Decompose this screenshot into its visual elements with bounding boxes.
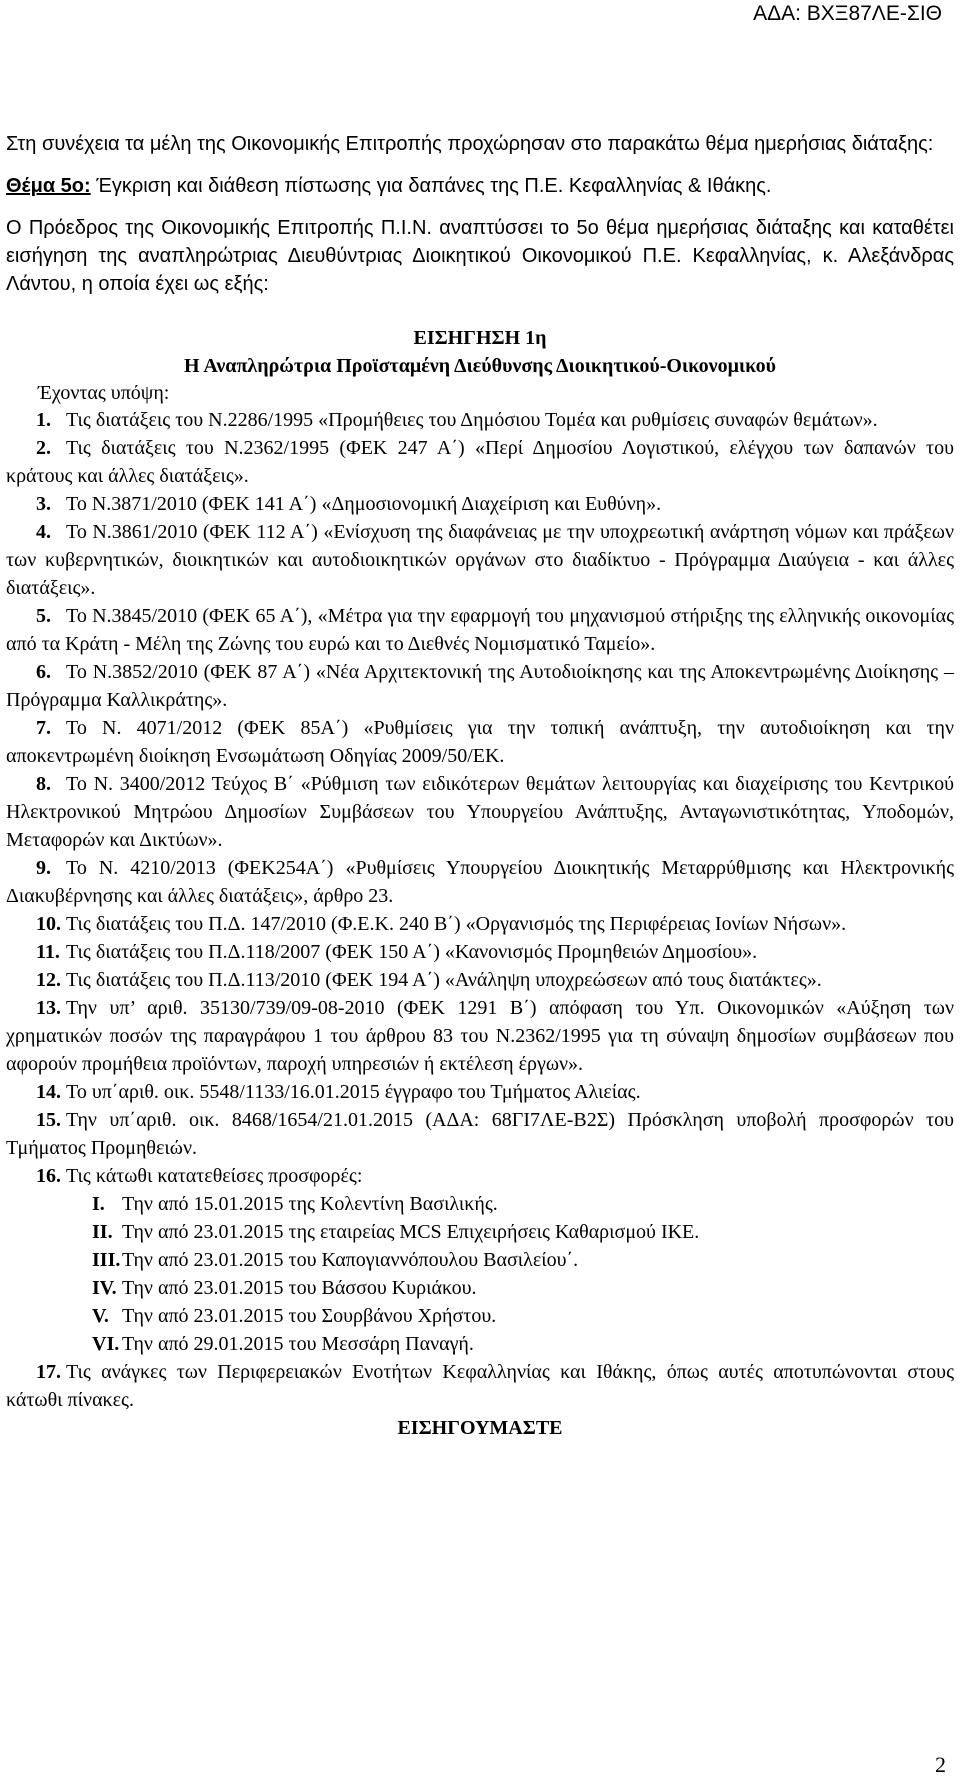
offer-text: Την από 29.01.2015 του Μεσσάρη Παναγή. — [122, 1333, 474, 1355]
list-item — [6, 518, 954, 602]
list-item-number: 14. — [36, 1081, 61, 1103]
offer-item — [92, 1218, 954, 1246]
offer-text: Την από 23.01.2015 της εταιρείας MCS Επιχειρήσεις Καθαρισμού ΙΚΕ. — [122, 1221, 700, 1243]
list-item — [6, 658, 954, 714]
list-item-text: Το Ν.3852/2010 (ΦΕΚ 87 Α΄) «Νέα Αρχιτεκτονική της Αυτοδιοίκησης και της Αποκεντρωμένης Διοίκησης – Πρόγραμμα Καλλικράτης». — [6, 661, 954, 711]
list-item — [6, 1106, 954, 1162]
list-item-number: 15. — [36, 1109, 61, 1131]
topic-label: Θέμα 5ο: — [6, 175, 91, 197]
offer-number: V. — [92, 1305, 109, 1327]
offer-item — [92, 1246, 954, 1274]
offer-number: I. — [92, 1193, 105, 1215]
report-title: ΕΙΣΗΓΗΣΗ 1η — [413, 327, 547, 349]
list-item-number: 2. — [36, 437, 51, 459]
list-item-number: 7. — [36, 717, 51, 739]
list-item-number: 11. — [36, 941, 60, 963]
list-item-text: Το Ν. 4071/2012 (ΦΕΚ 85Α΄) «Ρυθμίσεις για την τοπική ανάπτυξη, την αυτοδιοίκηση και την αποκεντρωμένη διοίκηση Ενσωμάτωση Οδηγίας 2009/50/ΕΚ. — [6, 717, 954, 767]
list-item — [6, 1162, 954, 1190]
offer-item — [92, 1330, 954, 1358]
offer-item — [92, 1274, 954, 1302]
offer-text: Την από 23.01.2015 του Βάσσου Κυριάκου. — [122, 1277, 477, 1299]
list-item-text: Το υπ΄αριθ. οικ. 5548/1133/16.01.2015 έγγραφο του Τμήματος Αλιείας. — [66, 1081, 641, 1103]
list-item-number: 3. — [36, 493, 51, 515]
list-item-text: Τις ανάγκες των Περιφερειακών Ενοτήτων Κεφαλληνίας και Ιθάκης, όπως αυτές αποτυπώνονται στους κάτωθι πίνακες. — [6, 1361, 954, 1411]
list-item — [6, 910, 954, 938]
list-item-text: Τις διατάξεις του Π.Δ.118/2007 (ΦΕΚ 150 Α΄) «Κανονισμός Προμηθειών Δημοσίου». — [66, 941, 758, 963]
list-item-text: Το Ν. 4210/2013 (ΦΕΚ254Α΄) «Ρυθμίσεις Υπουργείου Διοικητικής Μεταρρύθμισης και Ηλεκτρονικής Διακυβέρνησης και άλλες διατάξεις», άρθρο 23. — [6, 857, 954, 907]
list-item-text: Το Ν.3861/2010 (ΦΕΚ 112 Α΄) «Ενίσχυση της διαφάνειας με την υποχρεωτική ανάρτηση νόμων και πράξεων των κυβερνητικών, διοικητικών και αυτοδιοικητικών οργάνων στο διαδίκτυο - Πρόγραμμα Διαύγεια - και άλλες διατάξεις». — [6, 521, 954, 599]
offer-number: VI. — [92, 1333, 120, 1355]
list-item-number: 17. — [36, 1361, 61, 1383]
offer-item — [92, 1190, 954, 1218]
list-item-number: 5. — [36, 605, 51, 627]
page-number: 2 — [935, 1752, 946, 1777]
list-item — [6, 966, 954, 994]
document-body — [6, 130, 954, 1442]
offer-number: II. — [92, 1221, 113, 1243]
offer-text: Την από 15.01.2015 της Κολεντίνη Βασιλικής. — [122, 1193, 498, 1215]
having-label: Έχοντας υπόψη: — [38, 382, 170, 404]
list-item-text: Τις διατάξεις του Ν.2362/1995 (ΦΕΚ 247 Α΄) «Περί Δημοσίου Λογιστικού, ελέγχου των δαπανών του κράτους και άλλες διατάξεις». — [6, 437, 954, 487]
list-item — [6, 854, 954, 910]
list-item — [6, 434, 954, 490]
list-item-number: 13. — [36, 997, 61, 1019]
list-item — [6, 406, 954, 434]
topic-line — [6, 172, 954, 200]
offer-text: Την από 23.01.2015 του Καπογιαννόπουλου Βασιλείου΄. — [122, 1249, 579, 1271]
list-item-number: 9. — [36, 857, 51, 879]
list-item-17 — [6, 1358, 954, 1414]
list-item — [6, 770, 954, 854]
list-item-number: 1. — [36, 409, 51, 431]
offer-number: IV. — [92, 1277, 117, 1299]
list-item-number: 10. — [36, 913, 61, 935]
list-item-text: Τις διατάξεις του Π.Δ. 147/2010 (Φ.Ε.Κ. 240 Β΄) «Οργανισμός της Περιφέρειας Ιονίων Νήσων». — [66, 913, 847, 935]
list-item — [6, 602, 954, 658]
list-item-number: 4. — [36, 521, 51, 543]
list-item-number: 8. — [36, 773, 51, 795]
list-item-text: Το Ν.3845/2010 (ΦΕΚ 65 Α΄), «Μέτρα για την εφαρμογή του μηχανισμού στήριξης της ελληνικής οικονομίας από τα Κράτη - Μέλη της Ζώνης του ευρώ και το Διεθνές Νομισματικό Ταμείο». — [6, 605, 954, 655]
list-item — [6, 714, 954, 770]
list-item-text: Το Ν.3871/2010 (ΦΕΚ 141 Α΄) «Δημοσιονομική Διαχείριση και Ευθύνη». — [66, 493, 662, 515]
offer-item — [92, 1302, 954, 1330]
report-subtitle: Η Αναπληρώτρια Προϊσταμένη Διεύθυνσης Διοικητικού-Οικονομικού — [183, 355, 777, 377]
list-item-text: Τις διατάξεις του Π.Δ.113/2010 (ΦΕΚ 194 Α΄) «Ανάληψη υποχρεώσεων από τους διατάκτες». — [66, 969, 822, 991]
ada-code: ΑΔΑ: ΒΧΞ87ΛΕ-ΣΙΘ — [753, 2, 942, 25]
list-item — [6, 938, 954, 966]
list-item — [6, 490, 954, 518]
list-item-number: 16. — [36, 1165, 61, 1187]
list-item — [6, 994, 954, 1078]
offer-text: Την από 23.01.2015 του Σουρβάνου Χρήστου. — [122, 1305, 497, 1327]
closing-heading: ΕΙΣΗΓΟΥΜΑΣΤΕ — [397, 1417, 563, 1439]
list-item — [6, 1078, 954, 1106]
offers-list — [6, 1190, 954, 1358]
list-item-text: Την υπ΄αριθ. οικ. 8468/1654/21.01.2015 (ΑΔΑ: 68ΓΙ7ΛΕ-Β2Σ) Πρόσκληση υποβολή προσφορών του Τμήματος Προμηθειών. — [6, 1109, 954, 1159]
list-item-number: 6. — [36, 661, 51, 683]
list-item-text: Το Ν. 3400/2012 Τεύχος Β΄ «Ρύθμιση των ειδικότερων θεμάτων λειτουργίας και διαχείρισης του Κεντρικού Ηλεκτρονικού Μητρώου Δημοσίων Συμβάσεων του Υπουργείου Ανάπτυξης, Ανταγωνιστικότητας, Υποδομών, Μεταφορών και Δικτύων». — [6, 773, 954, 851]
list-item-number: 12. — [36, 969, 61, 991]
intro-paragraph: Στη συνέχεια τα μέλη της Οικονομικής Επιτροπής προχώρησαν στο παρακάτω θέμα ημερήσιας διάταξης: — [6, 133, 934, 155]
legal-basis-list — [6, 406, 954, 1190]
president-paragraph: Ο Πρόεδρος της Οικονομικής Επιτροπής Π.Ι.Ν. αναπτύσσει το 5ο θέμα ημερήσιας διάταξης και καταθέτει εισήγηση της αναπληρώτριας Διευθύντριας Διοικητικού Οικονομικού Π.Ε. Κεφαλληνίας, κ. Αλεξάνδρας Λάντου, η οποία έχει ως εξής: — [6, 217, 954, 295]
list-item-text: Τις διατάξεις του Ν.2286/1995 «Προμήθειες του Δημόσιου Τομέα και ρυθμίσεις συναφών θεμάτων». — [66, 409, 878, 431]
list-item-text: Τις κάτωθι κατατεθείσες προσφορές: — [66, 1165, 363, 1187]
topic-text: Έγκριση και διάθεση πίστωσης για δαπάνες της Π.Ε. Κεφαλληνίας & Ιθάκης. — [90, 175, 772, 197]
offer-number: III. — [92, 1249, 121, 1271]
list-item-text: Την υπ’ αριθ. 35130/739/09-08-2010 (ΦΕΚ 1291 Β΄) απόφαση του Υπ. Οικονομικών «Αύξηση των χρηματικών ποσών της παραγράφου 1 του άρθρου 83 του Ν.2362/1995 για τη σύναψη δημοσίων συμβάσεων που αφορούν προμήθεια προϊόντων, παροχή υπηρεσιών ή εκτέλεση έργων». — [6, 997, 954, 1075]
